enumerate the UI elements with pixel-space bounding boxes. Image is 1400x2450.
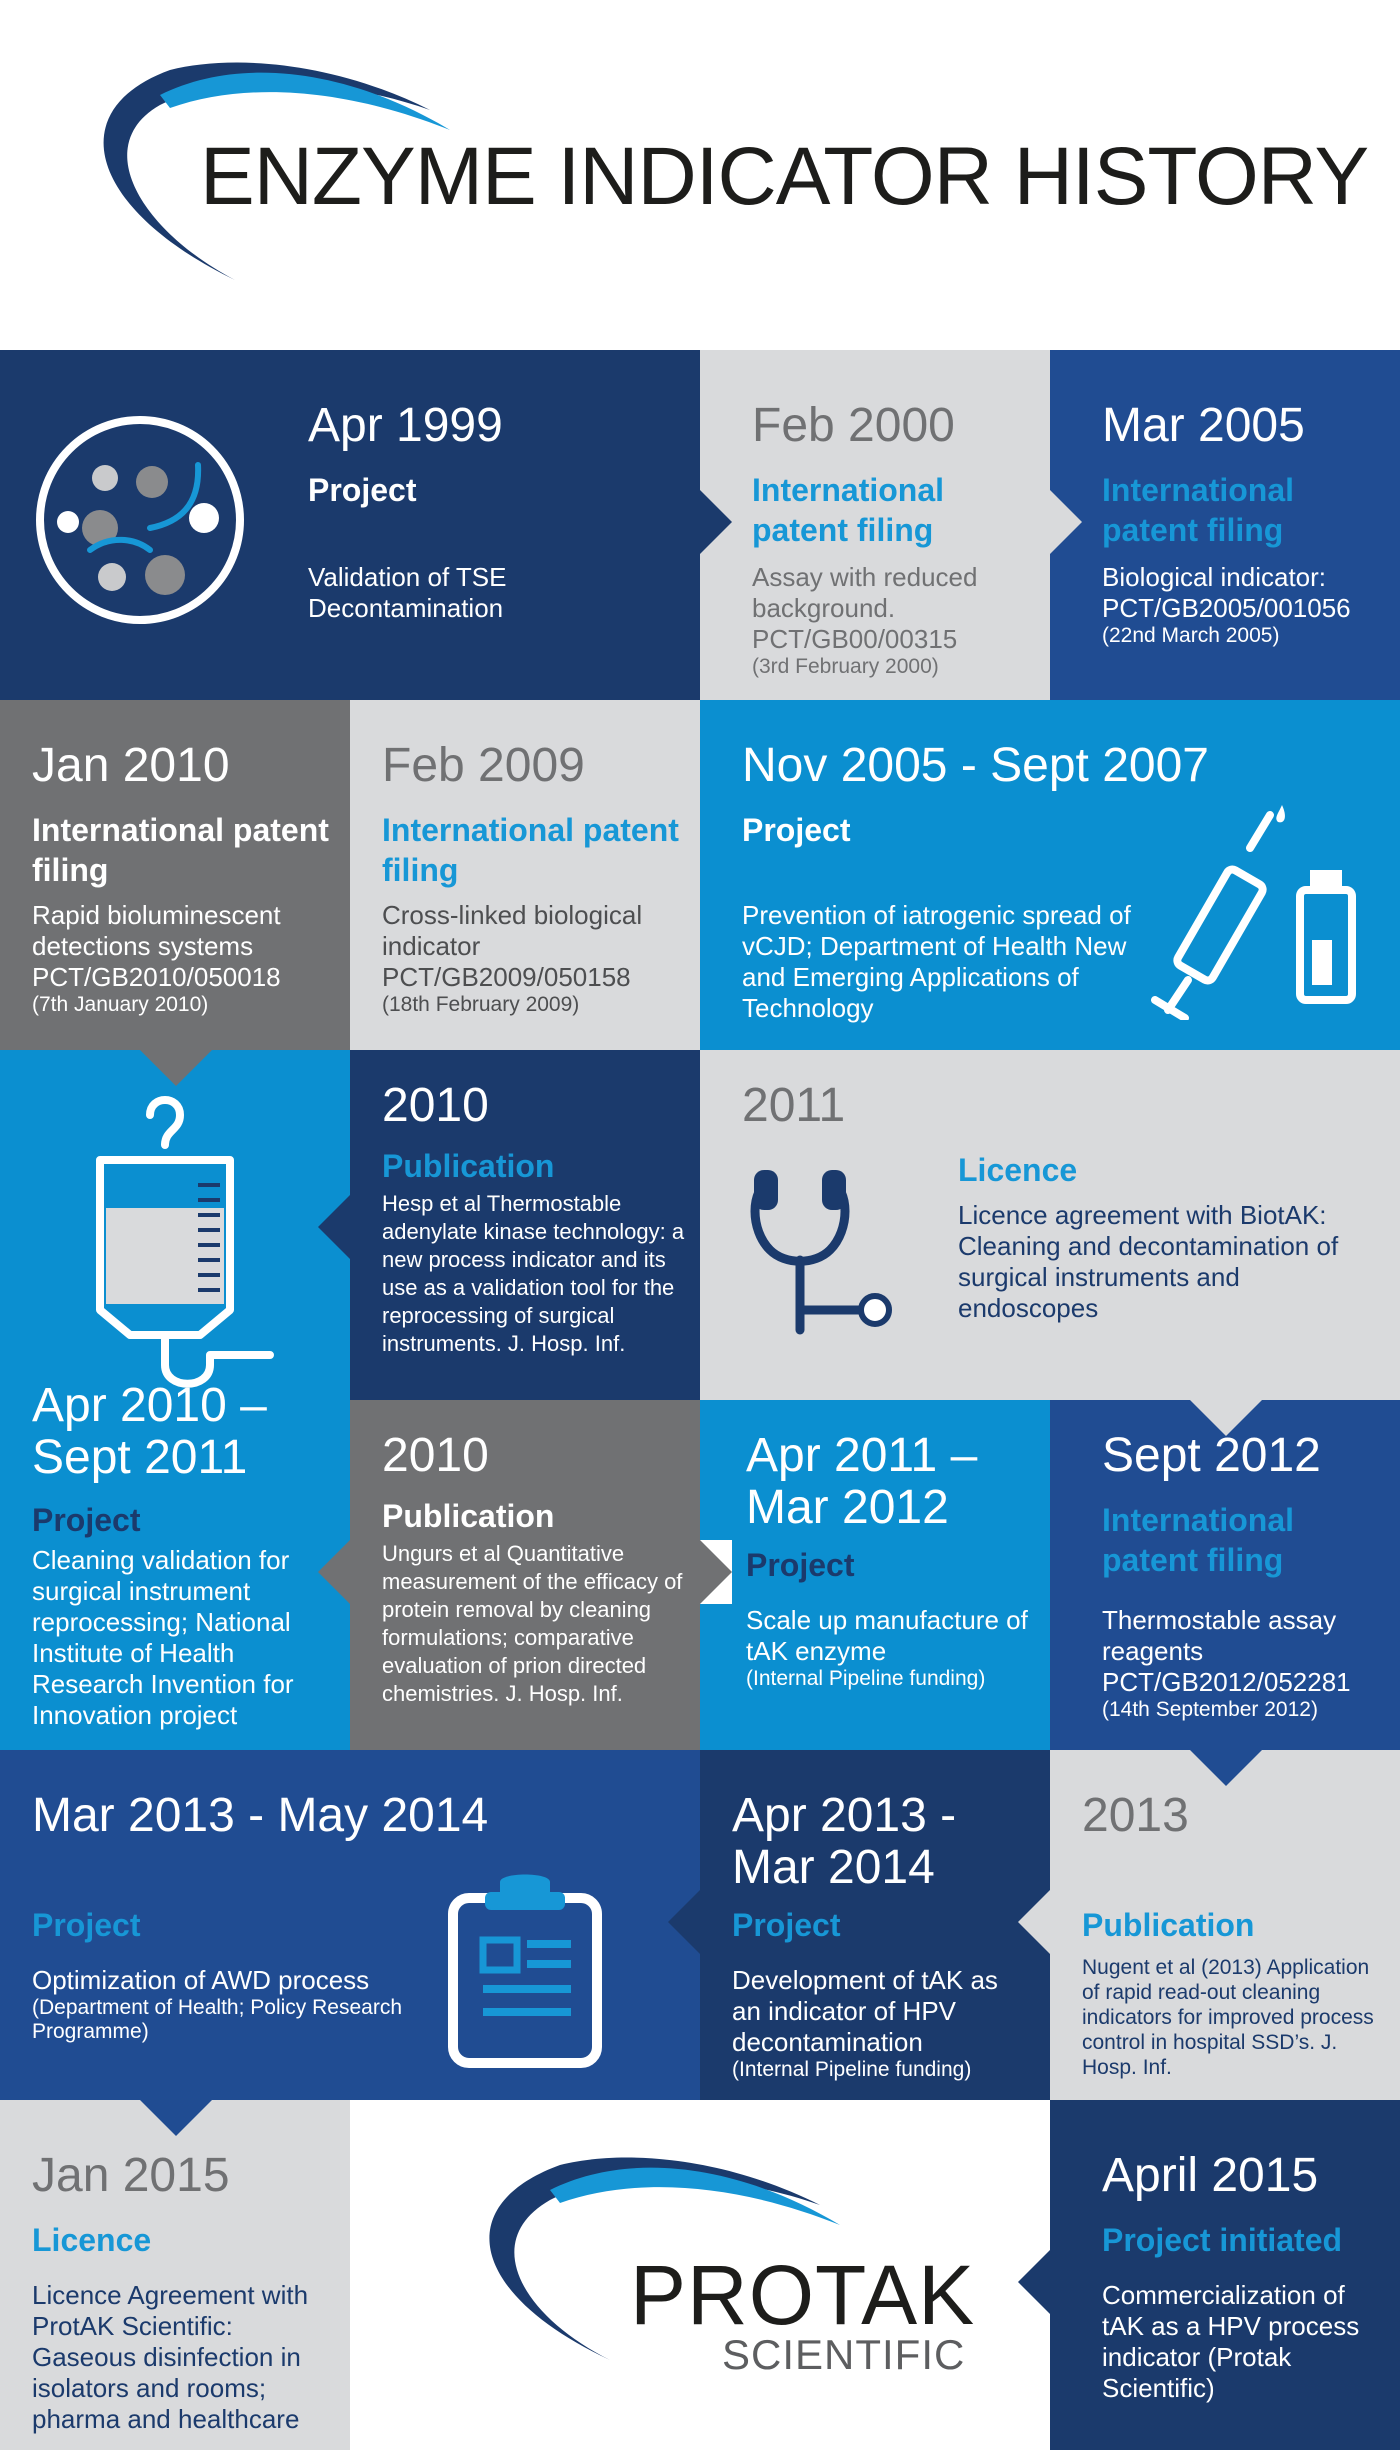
date-label: Mar 2005 [1102,399,1305,452]
description: Licence Agreement with ProtAK Scientific: Gaseous disinfection in isolators and rooms; pharma and healthcare [32,2280,309,2434]
type-label: Publication [1082,1907,1255,1943]
card-pub2010a [350,1050,700,1400]
card-apr2011 [732,1400,1050,1750]
date-label: 2011 [742,1079,846,1132]
date-label: Sept 2012 [1102,1429,1321,1482]
card-feb2009 [350,700,700,1050]
arrow-left [1018,1890,1050,1954]
date-label: Apr 2013 - Mar 2014 [732,1789,957,1894]
type-label: Project [746,1547,855,1583]
petri-dish-icon [30,410,250,630]
type-label: International patent filing [1102,472,1295,548]
date-label: Apr 2011 – Mar 2012 [746,1429,978,1534]
description: Ungurs et al Quantitative measurement of the efficacy of protein removal by cleaning formulations; comparative evaluation of prion directed chemistries. J. Hosp. Inf. [382,1541,683,1706]
date-label: Apr 2010 – Sept 2011 [32,1379,267,1484]
protak-name: PROTAK [630,2248,976,2342]
note: (Internal Pipeline funding) [732,2058,972,2081]
type-label: Project [308,472,417,508]
description: Rapid bioluminescent detections systems PCT/GB2010/050018 [32,900,281,992]
arrow-left [668,1890,700,1954]
description: Commercialization of tAK as a HPV process indicator (Protak Scientific) [1102,2280,1360,2403]
syringe-icon [1150,800,1380,1020]
card-sep2012 [1050,1400,1400,1750]
card-apr2010 [0,1050,350,1750]
type-label: Project [732,1907,841,1943]
date-note: (7th January 2010) [32,993,209,1016]
card-mar2013 [0,1750,700,2100]
arrow-down [140,1050,212,1086]
arrow-right [700,490,732,554]
date-label: Mar 2013 - May 2014 [32,1789,489,1842]
date-label: Jan 2015 [32,2149,230,2202]
date-label: Feb 2009 [382,739,585,792]
arrow-left [1018,2250,1050,2314]
type-label: International patent filing [1102,1502,1295,1578]
protak-logo-panel [350,2100,1050,2450]
date-note: (18th February 2009) [382,993,580,1016]
card-feb2000 [700,350,1050,700]
description: Scale up manufacture of tAK enzyme [746,1605,1028,1666]
date-note: (14th September 2012) [1102,1698,1318,1721]
type-label: International patent filing [32,812,329,888]
date-label: 2010 [382,1429,489,1482]
description: Development of tAK as an indicator of HPV decontamination [732,1965,998,2057]
clipboard-icon [445,1870,605,2070]
note: (Department of Health; Policy Research Programme) [32,1996,402,2043]
card-lic2011 [700,1050,1400,1400]
page-title: ENZYME INDICATOR HISTORY [200,131,1369,222]
description: Cleaning validation for surgical instrument reprocessing; National Institute of Health Research Invention for Innovation project [32,1545,294,1730]
description: Prevention of iatrogenic spread of vCJD; Department of Health New and Emerging Applications of Technology [742,900,1131,1023]
card-apr2013 [700,1750,1050,2100]
protak-sub: SCIENTIFIC [722,2331,966,2378]
card-mar2005 [1050,350,1400,700]
header [0,0,1400,350]
date-label: Feb 2000 [752,399,955,452]
date-label: 2013 [1082,1789,1189,1842]
card-jan2015 [0,2100,350,2450]
arrow-right [1050,490,1082,554]
type-label: Project [32,1502,141,1538]
arrow-left [318,1195,350,1259]
description: Assay with reduced background. PCT/GB00/00315 [752,562,978,654]
description: Optimization of AWD process [32,1965,370,1995]
description: Validation of TSE Decontamination [308,562,507,623]
date-label: Apr 1999 [308,399,503,452]
arrow-right [700,1540,732,1604]
card-nov2005 [700,700,1400,1050]
date-note: (22nd March 2005) [1102,624,1280,647]
description: Licence agreement with BiotAK: Cleaning and decontamination of surgical instruments and endoscopes [958,1200,1339,1323]
card-apr2011-edge [700,1604,732,1750]
type-label: Licence [958,1152,1078,1188]
description: Nugent et al (2013) Application of rapid read-out cleaning indicators for improved process control in hospital SSD’s. J. Hosp. Inf. [1082,1956,1374,2079]
date-label: April 2015 [1102,2149,1319,2202]
type-label: Publication [382,1148,555,1184]
stethoscope-icon [740,1160,920,1360]
description: Cross-linked biological indicator PCT/GB2009/050158 [382,900,643,992]
date-label: 2010 [382,1079,489,1132]
card-apr2015 [1050,2100,1400,2450]
description: Thermostable assay reagents PCT/GB2012/052281 [1102,1605,1351,1697]
type-label: International patent filing [382,812,679,888]
type-label: International patent filing [752,472,945,548]
note: (Internal Pipeline funding) [746,1667,986,1690]
card-jan2010 [0,700,350,1050]
type-label: Project [32,1907,141,1943]
description: Biological indicator: PCT/GB2005/001056 [1102,562,1351,623]
arrow-down [1190,1750,1262,1786]
type-label: Licence [32,2222,152,2258]
type-label: Project [742,812,851,848]
card-apr1999 [0,350,700,700]
arrow-left [318,1540,350,1604]
date-label: Nov 2005 - Sept 2007 [742,739,1209,792]
card-pub2013 [1050,1750,1400,2100]
type-label: Publication [382,1498,555,1534]
date-note: (3rd February 2000) [752,655,939,678]
type-label: Project initiated [1102,2222,1343,2258]
description: Hesp et al Thermostable adenylate kinase technology: a new process indicator and its use as a validation tool for the reprocessing of surgical instruments. J. Hosp. Inf. [382,1191,685,1356]
iv-bag-icon [80,1090,280,1400]
date-label: Jan 2010 [32,739,230,792]
arrow-down [140,2100,212,2136]
card-apr2011-edge [700,1400,732,1540]
card-pub2010b [350,1400,700,1750]
